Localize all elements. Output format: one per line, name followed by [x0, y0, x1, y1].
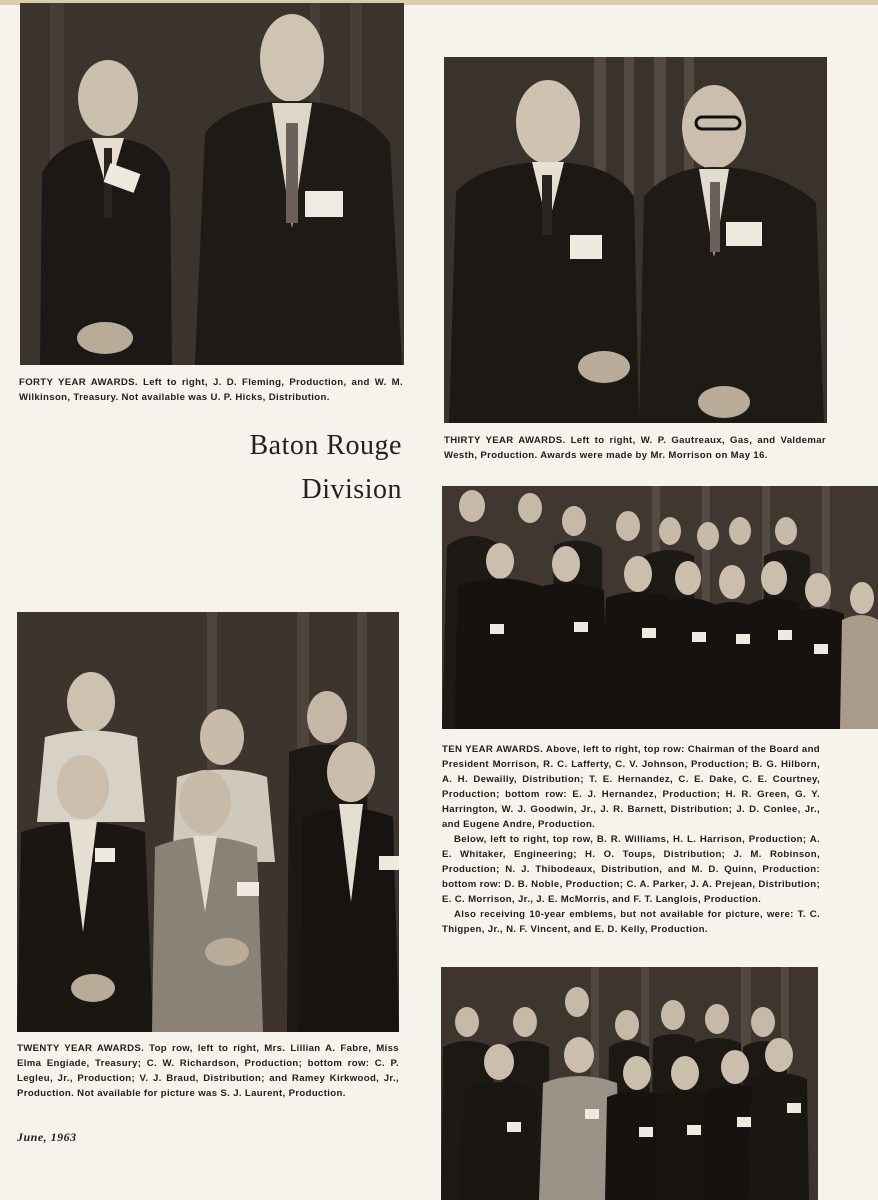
photo-forty-year-awards	[20, 3, 404, 365]
caption-ten-year-awards	[442, 742, 820, 937]
title-line-division: Division	[301, 474, 402, 505]
caption-thirty-year-awards: THIRTY YEAR AWARDS. Left to right, W. P. Gautreaux, Gas, and Valdemar Westh, Production. Awards were made by Mr. Morrison on May 16.	[444, 435, 826, 461]
caption-forty-year-awards: FORTY YEAR AWARDS. Left to right, J. D. Fleming, Production, and W. M. Wilkinson, Treasury. Not available was U. P. Hicks, Distribution.	[19, 377, 403, 403]
thirty-year-figures	[444, 57, 827, 423]
twenty-year-figures	[17, 612, 399, 1032]
photo-thirty-year-awards	[444, 57, 827, 423]
caption-twenty-year-awards: TWENTY YEAR AWARDS. Top row, left to right, Mrs. Lillian A. Fabre, Miss Elma Engiade, Treasury; C. W. Richardson, Production; bottom row: C. P. Legleu, Jr., Production; V. J. Braud, Distribution; and Ramey Kirkwood, Jr., Production. Not available for picture was S. J. Laurent, Production.	[17, 1043, 399, 1099]
title-line-baton-rouge: Baton Rouge	[249, 430, 402, 461]
photo-twenty-year-awards	[17, 612, 399, 1032]
ten-year-below-figures	[441, 967, 818, 1200]
caption-ten-year-above: TEN YEAR AWARDS. Above, left to right, top row: Chairman of the Board and President Morrison, R. C. Lafferty, C. V. Johnson, Production; B. G. Hilborn, A. H. Dewailly, Distribution; T. E. Hernandez, C. E. Dake, C. E. Courtney, Production; bottom row: E. J. Hernandez, Production; H. R. Green, G. Y. Harrington, W. J. Goodwin, Jr., J. R. Barnett, Distribution; J. D. Conlee, Jr., and Eugene Andre, Production.	[442, 744, 820, 830]
page-title	[200, 424, 402, 512]
ten-year-above-figures	[442, 486, 878, 729]
forty-year-figures	[20, 3, 404, 365]
photo-ten-year-awards-below	[441, 967, 818, 1200]
photo-ten-year-awards-above	[442, 486, 878, 729]
footer-date: June, 1963	[17, 1130, 77, 1144]
caption-ten-year-also: Also receiving 10-year emblems, but not available for picture, were: T. C. Thigpen, Jr., N. F. Vincent, and E. D. Kelly, Production.	[442, 909, 820, 935]
caption-ten-year-below: Below, left to right, top row, B. R. Williams, H. L. Harrison, Production; A. E. Whitaker, Engineering; H. O. Toups, Distribution; J. M. Robinson, Production; N. J. Thibodeaux, Distribution, and M. D. Quinn, Production: bottom row: D. B. Noble, Production; C. A. Parker, J. A. Prejean, Distribution; E. C. Morrison, Jr., J. E. McMorris, and F. T. Langlois, Production.	[442, 834, 820, 905]
